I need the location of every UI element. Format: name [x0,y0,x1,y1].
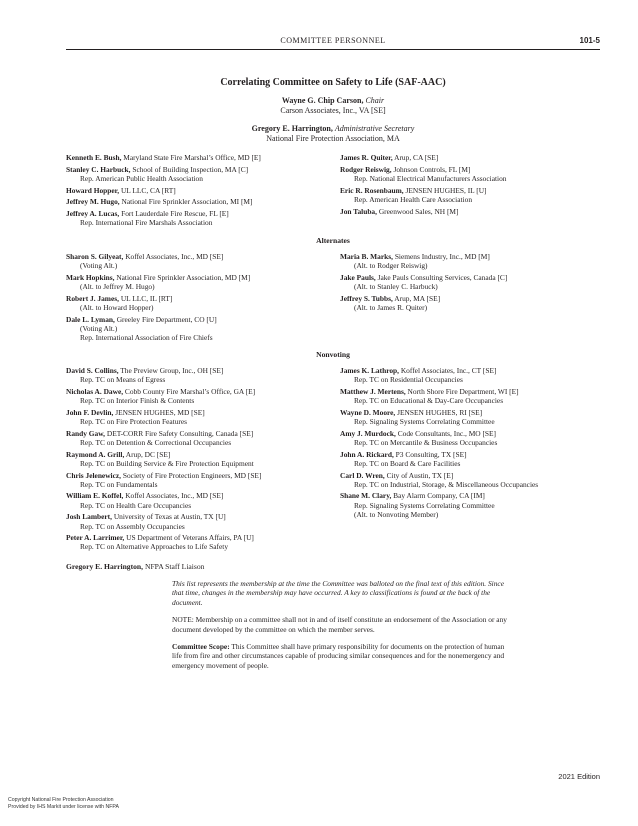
member-representation: Rep. TC on Alternative Approaches to Life Safety [80,542,229,552]
member-affiliation: Arup, CA [SE] [392,153,439,162]
member-name: Sharon S. Gilyeat, [66,252,124,261]
member-affiliation: JENSEN HUGHES, IL [U] [403,185,487,195]
member-name: Kenneth E. Bush, [66,153,122,162]
member-name: Amy J. Murdock, [340,428,396,438]
member-entry [340,252,605,270]
member-affiliation: Arup, MA [SE] [392,293,441,303]
member-representation: Rep. TC on Residential Occupancies [354,375,463,385]
alternates-left-column [66,252,331,345]
member-representation: Rep. TC on Health Care Occupancies [80,500,192,510]
member-entry [340,366,605,384]
member-affiliation: Koffel Associates, Inc., CT [SE] [399,366,497,375]
member-name: Josh Lambert, [66,512,112,522]
member-entry [66,186,331,195]
copyright-line-1: Copyright National Fire Protection Association [8,797,114,803]
member-name: Robert J. James, [66,293,119,303]
member-entry [66,197,331,206]
member-name: Peter A. Larrimer, [66,533,125,543]
member-affiliation: DET-CORR Fire Safety Consulting, Canada [SE] [105,428,254,438]
member-entry [66,408,331,426]
member-name: Matthew J. Mertens, [340,386,406,396]
member-affiliation: Maryland State Fire Marshal’s Office, MD [E] [121,153,261,162]
member-representation: Rep. TC on Industrial, Storage, & Miscellaneous Occupancies [354,479,539,489]
nonvoting-right-column [340,366,605,522]
member-affiliation: City of Austin, TX [E] [384,470,454,480]
member-name: David S. Collins, [66,366,119,375]
member-entry [340,387,605,405]
copyright-line-2: Provided by IHS Markit under license with NFPA [8,803,119,810]
running-header [66,36,600,50]
member-representation: Rep. Signaling Systems Correlating Committee [354,417,495,427]
member-affiliation: Fort Lauderdale Fire Rescue, FL [E] [119,209,229,219]
member-name: Stanley C. Harbuck, [66,164,131,174]
member-name: Maria B. Marks, [340,252,393,261]
member-name: Rodger Reiswig, [340,164,392,174]
edition-label: 2021 Edition [558,772,600,781]
member-name: John F. Devlin, [66,407,114,417]
member-entry [66,294,331,312]
staff-liaison-role: NFPA Staff Liaison [143,562,205,571]
member-name: Jon Taluba, [340,206,377,216]
member-affiliation: Cobb County Fire Marshal’s Office, GA [E] [123,386,256,396]
member-name: Raymond A. Grill, [66,449,125,459]
member-entry [340,471,605,489]
member-entry [340,408,605,426]
scope-text: This Committee shall have primary responsibility for documents on the protection of human life from fire and other circumstances capable of producing similar consequences and for the nonemergency and emergency movement of people. [172,642,505,670]
endorsement-note: NOTE: Membership on a committee shall not in and of itself constitute an endorsement of the Association or any document developed by the committee on which the member serves. [172,615,507,634]
alternates-heading: Alternates [316,236,350,245]
header-title: COMMITTEE PERSONNEL [280,36,386,45]
member-name: Nicholas A. Dawe, [66,386,124,396]
member-affiliation: US Department of Veterans Affairs, PA [U] [124,533,254,543]
secretary-block [66,124,600,144]
principals-right-column [340,153,605,218]
member-name: Jake Pauls, [340,272,376,282]
chair-role: Chair [365,96,385,105]
member-entry [340,491,605,519]
committee-scope [172,642,512,670]
member-name: Dale L. Lyman, [66,314,115,324]
member-name: Chris Jelenewicz, [66,470,122,480]
member-entry [340,429,605,447]
member-affiliation: Bay Alarm Company, CA [IM] [391,491,485,501]
member-representation: Rep. TC on Interior Finish & Contents [80,396,195,406]
member-affiliation: JENSEN HUGHES, RI [SE] [395,407,483,417]
member-entry [340,273,605,291]
member-affiliation: UL LLC, IL [RT] [118,293,173,303]
committee-title: Correlating Committee on Safety to Life (SAF-AAC) [220,77,446,88]
member-name: Randy Gaw, [66,428,106,438]
member-affiliation: North Shore Fire Department, WI [E] [405,386,519,396]
secretary-affiliation: National Fire Protection Association, MA [266,134,400,143]
member-entry [66,165,331,183]
nonvoting-left-column [66,366,331,554]
member-affiliation: National Fire Sprinkler Association, MI [M] [119,197,253,207]
member-representation: Rep. TC on Board & Care Facilities [354,458,461,468]
member-representation: (Alt. to Nonvoting Member) [354,509,439,519]
member-representation: Rep. Signaling Systems Correlating Committee [354,500,495,510]
member-entry [66,450,331,468]
member-name: Shane M. Clary, [340,491,392,501]
member-representation: Rep. TC on Fire Protection Features [80,417,188,427]
secretary-name: Gregory E. Harrington, [251,124,333,133]
chair-affiliation: Carson Associates, Inc., VA [SE] [280,106,386,115]
member-affiliation: Johnson Controls, FL [M] [391,164,471,174]
member-representation: Rep. TC on Mercantile & Business Occupancies [354,437,498,447]
member-affiliation: Jake Pauls Consulting Services, Canada [C] [375,272,508,282]
staff-liaison [66,562,204,571]
member-entry [340,450,605,468]
member-affiliation: Siemens Industry, Inc., MD [M] [392,252,490,261]
member-entry [66,471,331,489]
member-entry [66,273,331,291]
member-name: Carl D. Wren, [340,470,385,480]
nonvoting-heading: Nonvoting [316,350,350,359]
member-representation: Rep. American Health Care Association [354,194,473,204]
member-name: Mark Hopkins, [66,272,115,282]
member-representation: Rep. TC on Building Service & Fire Protection Equipment [80,458,254,468]
member-entry [340,165,605,183]
header-page-number: 101-5 [579,36,600,45]
member-name: Jeffrey M. Hugo, [66,197,120,207]
secretary-role: Administrative Secretary [334,124,415,133]
member-entry [66,429,331,447]
notes-block [172,579,512,678]
member-representation: Rep. TC on Means of Egress [80,375,166,385]
member-affiliation: Code Consultants, Inc., MO [SE] [395,428,497,438]
member-affiliation: Greeley Fire Department, CO [U] [114,314,217,324]
copyright-notice [8,797,119,810]
member-representation: Rep. International Association of Fire Chiefs [80,333,213,343]
member-entry [340,207,605,216]
member-entry [66,491,331,509]
member-representation: Rep. International Fire Marshals Association [80,218,213,228]
staff-liaison-name: Gregory E. Harrington, [66,562,144,571]
member-representation: Rep. TC on Detention & Correctional Occupancies [80,437,232,447]
member-affiliation: University of Texas at Austin, TX [U] [112,512,226,522]
member-entry [66,512,331,530]
chair-block [66,96,600,116]
member-name: Jeffrey S. Tubbs, [340,293,393,303]
member-name: John A. Rickard, [340,449,394,459]
member-affiliation: P3 Consulting, TX [SE] [393,449,467,459]
member-representation: Rep. TC on Assembly Occupancies [80,521,185,531]
member-name: James R. Quiter, [340,153,393,162]
member-representation: (Alt. to Stanley C. Harbuck) [354,282,438,292]
member-affiliation: Arup, DC [SE] [124,449,171,459]
member-name: Wayne D. Moore, [340,407,396,417]
principals-left-column [66,153,331,230]
chair-name: Wayne G. Chip Carson, [281,96,364,105]
member-representation: Rep. National Electrical Manufacturers Association [354,173,507,183]
member-representation: (Alt. to Howard Hopper) [80,303,154,313]
member-name: Jeffrey A. Lucas, [66,209,120,219]
member-affiliation: UL LLC, CA [RT] [119,185,176,195]
member-affiliation: School of Building Inspection, MA [C] [130,164,249,174]
member-name: Howard Hopper, [66,185,120,195]
member-representation: (Voting Alt.) [80,261,118,271]
member-representation: Rep. TC on Educational & Day-Care Occupancies [354,396,504,406]
member-entry [66,387,331,405]
member-representation: (Voting Alt.) [80,323,118,333]
member-affiliation: JENSEN HUGHES, MD [SE] [113,407,205,417]
scope-label: Committee Scope: [172,642,230,652]
alternates-right-column [340,252,605,315]
member-representation: Rep. TC on Fundamentals [80,479,158,489]
member-representation: (Alt. to Rodger Reiswig) [354,261,428,271]
member-affiliation: National Fire Sprinkler Association, MD [M] [114,272,251,282]
member-entry [66,533,331,551]
member-affiliation: Greenwood Sales, NH [M] [376,206,459,216]
member-representation: (Alt. to James R. Quiter) [354,303,428,313]
member-entry [66,209,331,227]
member-entry [340,186,605,204]
member-representation: (Alt. to Jeffrey M. Hugo) [80,282,155,292]
member-name: William E. Koffel, [66,491,124,501]
member-entry [66,366,331,384]
member-entry [66,315,331,343]
member-affiliation: Society of Fire Protection Engineers, MD [SE] [121,470,262,480]
member-entry [66,153,331,162]
member-affiliation: The Preview Group, Inc., OH [SE] [118,366,224,375]
member-entry [66,252,331,270]
member-name: James K. Lathrop, [340,366,399,375]
member-name: Eric R. Rosenbaum, [340,185,404,195]
member-affiliation: Koffel Associates, Inc., MD [SE] [123,252,224,261]
member-entry [340,294,605,312]
member-representation: Rep. American Public Health Association [80,173,203,183]
membership-note: This list represents the membership at the time the Committee was balloted on the final text of this edition. Since that time, changes in the membership may have occurred. A key to classifications is found at the back of the document. [172,579,504,607]
member-affiliation: Koffel Associates, Inc., MD [SE] [123,491,224,501]
member-entry [340,153,605,162]
